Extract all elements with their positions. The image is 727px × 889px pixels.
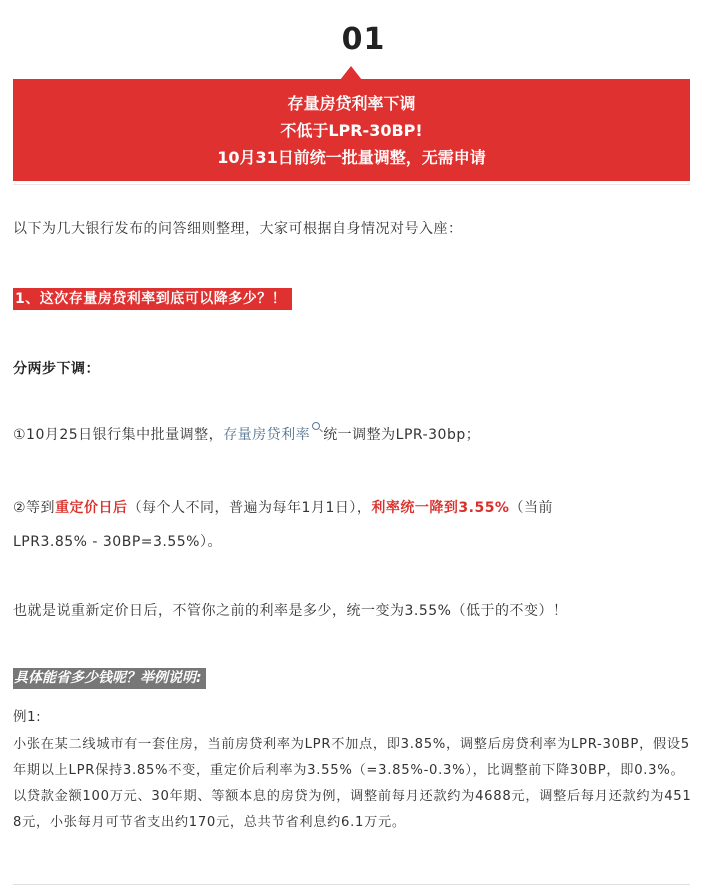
banner-text — [13, 90, 690, 171]
steps-label: 分两步下调： — [13, 361, 100, 377]
step-2-highlight-2: 利率统一降到3.55% — [371, 500, 510, 516]
bottom-divider — [13, 884, 690, 885]
example-tag: 具体能省多少钱呢？举例说明: — [13, 668, 206, 689]
step-1 — [13, 424, 480, 444]
banner-line-1: 存量房贷利率下调 — [287, 94, 416, 113]
step-1-text-after: 统一调整为LPR-30bp； — [323, 427, 481, 443]
step-2-text-2: （每个人不同，普遍为每年1月1日）， — [127, 500, 372, 516]
question-heading-1: 1、这次存量房贷利率到底可以降多少？！ — [13, 288, 292, 310]
search-icon[interactable] — [312, 422, 320, 430]
example-paragraph: 小张在某二线城市有一套住房，当前房贷利率为LPR不加点，即3.85%，调整后房贷利率为LPR-30BP，假设5年期以上LPR保持3.85%不变，重定价后利率为3.55%（=3.85%-0.3%），比调整前下降30BP，即0.3%。以贷款金额100万元、30年期、等额本息的房贷为例，调整前每月还款约为4688元，调整后每月还款约为4518元，小张每月可节省支出约170元，总共节省利息约6.1万元。 — [13, 737, 692, 830]
step-2-text-3: （当前 — [509, 500, 553, 516]
banner-divider — [13, 184, 690, 185]
keyword-link[interactable]: 存量房贷利率 — [223, 427, 311, 443]
step-1-text-before: ①10月25日银行集中批量调整， — [13, 427, 224, 443]
section-number: 01 — [341, 22, 386, 57]
banner-line-2: 不低于LPR-30BP! — [280, 121, 423, 140]
step-2-line-1 — [13, 497, 553, 517]
step-2-highlight-1: 重定价日后 — [55, 500, 128, 516]
banner-line-3: 10月31日前统一批量调整，无需申请 — [217, 148, 486, 167]
step-2-line-2: LPR3.85% - 30BP=3.55%）。 — [13, 534, 222, 550]
intro-paragraph: 以下为几大银行发布的问答细则整理，大家可根据自身情况对号入座： — [13, 221, 463, 237]
summary-paragraph: 也就是说重新定价日后，不管你之前的利率是多少，统一变为3.55%（低于的不变）！ — [13, 603, 568, 619]
step-2-text-1: ②等到 — [13, 500, 56, 516]
example-label: 例1: — [13, 709, 42, 725]
banner-notch — [340, 66, 362, 80]
